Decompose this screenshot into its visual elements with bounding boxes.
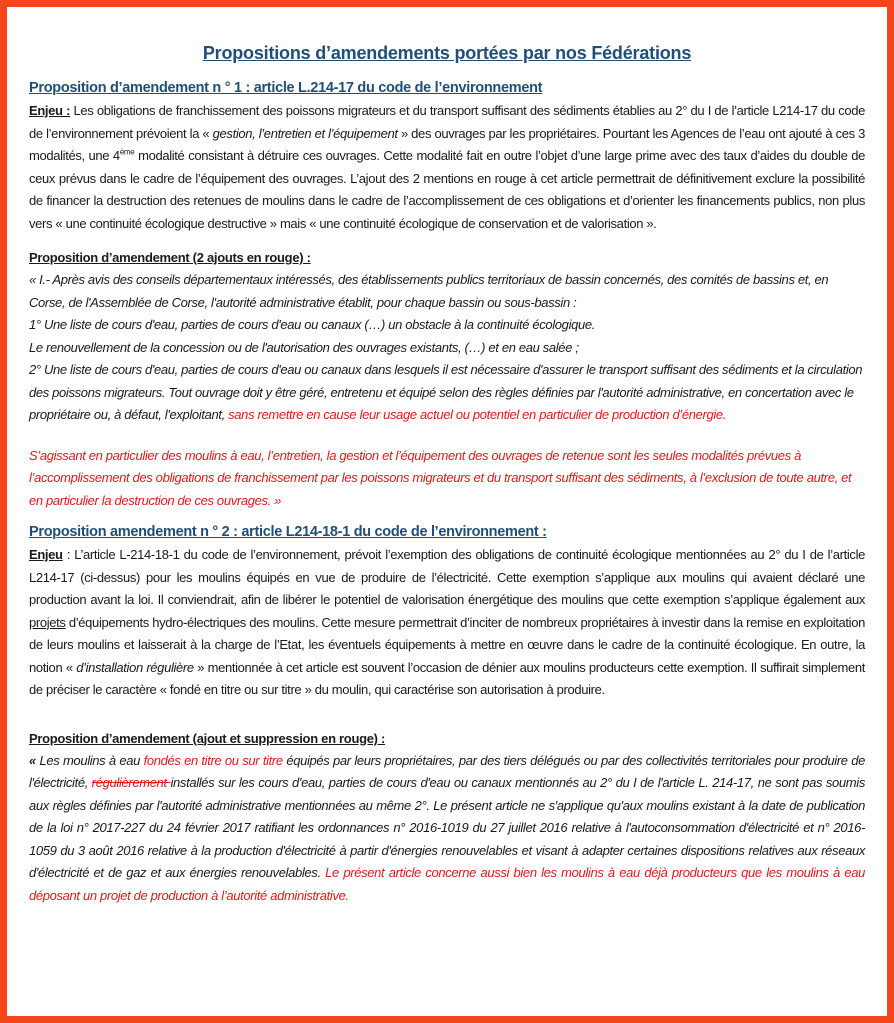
proposal-line: 1° Une liste de cours d'eau, parties de cours d'eau ou canaux (…) un obstacle à la continuité écologique. [29, 317, 596, 332]
proposal-text: équipés par leurs propriétaires, par des tiers délégués ou par des collectivités territoriales pour produire de l'électricité, [29, 752, 865, 790]
enjeu-text: d’équipements hydro-électriques des moulins. Cette mesure permettrait d’inciter de nombreux propriétaires à investir dans la remise en exploitation de leurs moulins et laisserait à la charge de l’Etat, les éventuels équipements à mettre en œuvre dans le cadre de la continuité écologique. En outre, la notion « [29, 614, 865, 675]
enjeu-italic-text: d’installation régulière [76, 659, 194, 675]
enjeu-label: Enjeu : [29, 103, 71, 118]
quote-open: « [29, 752, 40, 768]
enjeu-underlined-text: projets [29, 614, 66, 630]
section-2-title: Proposition amendement n ° 2 : article L214-18-1 du code de l’environnement : [29, 524, 547, 540]
section-2-enjeu [29, 544, 865, 702]
section-1-title: Proposition d’amendement n ° 1 : article L.214-17 du code de l’environnement [29, 80, 543, 96]
proposal-line [29, 359, 865, 427]
enjeu-text: modalité consistant à détruire ces ouvrages. Cette modalité fait en outre l’objet d’une large prime avec des taux d’aides du double de ceux prévus dans le cadre de l’équipement des ouvrages. L’ajout des 2 mentions en rouge à cet article permettrait de définitivement exclure la possibilité de financer la destruction des retenues de moulins dans le cadre de l’accomplissement de ces obligations et d’orienter les financements publics, non plus vers « une continuité écologique destructive » mais « une continuité écologique de conservation et de valorisation ». [29, 148, 865, 231]
proposal-text: Les moulins à eau [39, 752, 144, 768]
proposal-addition-red: fondés en titre ou sur titre [143, 752, 283, 768]
proposal-addition-red-paragraph: S’agissant en particulier des moulins à eau, l’entretien, la gestion et l’équipement des ouvrages de retenue sont les seules modalités prévues à l’accomplissement des obligations de franchissement par les poissons migrateurs et du transport suffisant des sédiments, à l’exclusion de toute autre, et en particulier la destruction de ces ouvrages. » [29, 447, 852, 508]
section-2-proposal-text [29, 750, 865, 908]
section-2-proposal-title: Proposition d’amendement (ajout et suppression en rouge) : [29, 730, 386, 746]
section-amendment-1 [29, 80, 865, 512]
proposal-line: « I.- Après avis des conseils départementaux intéressés, des établissements publics territoriaux de bassin concernés, des comités de bassins et, en Corse, de l'Assemblée de Corse, l'autorité administrative établit, pour chaque bassin ou sous-bassin : [29, 272, 829, 310]
proposal-text: 2° Une liste de cours d'eau, parties de cours d'eau ou canaux dans lesquels il est nécessaire d'assurer le transport suffisant des sédiments et la circulation des poissons migrateurs. Tout ouvrage doit y être géré, entretenu et équipé selon des règles définies par l'autorité administrative, en concertation avec le propriétaire ou, à défaut, l'exploitant, [29, 362, 863, 422]
proposal-addition-red: Le présent article concerne aussi bien les moulins à eau déjà producteurs que les moulins à eau déposant un projet de production à l’autorité administrative. [29, 865, 865, 903]
proposal-text: installés sur les cours d'eau, parties de cours d'eau ou canaux mentionnés au 2° du I de l'article L. 214-17, ne sont pas soumis aux règles définies par l'autorité administrative mentionnées au même 2°. Le présent article ne s'applique qu'aux moulins existant à la date de publication de la loi n° 2017-227 du 24 février 2017 ratifiant les ordonnances n° 2016-1019 du 27 juillet 2016 relative à l'autoconsommation d'électricité et n° 2016-1059 du 3 août 2016 relative à la production d'électricité à partir d'énergies renouvelables et visant à adapter certaines dispositions relatives aux réseaux d'électricité et de gaz et aux énergies renouvelables. [29, 775, 865, 880]
section-1-proposal-title: Proposition d’amendement (2 ajouts en rouge) : [29, 250, 311, 265]
enjeu-text: » mentionnée à cet article est souvent l’occasion de dénier aux moulins producteurs cette exemption. Il suffirait simplement de préciser le caractère « fondé en titre ou sur titre » du moulin, qui caractérise son autorisation à produire. [29, 659, 865, 697]
document-title: Propositions d’amendements portées par nos Fédérations [202, 43, 692, 63]
enjeu-label: Enjeu [29, 547, 63, 562]
enjeu-text: : L’article L-214-18-1 du code de l’environnement, prévoit l’exemption des obligations de continuité écologique mentionnées au 2° du I de l’article L214-17 (ci-dessus) pour les moulins équipés en vue de produire de l’électricité. Cette exemption s’applique aux moulins qui avaient déclaré une production avant la loi. Il conviendrait, afin de libérer le potentiel de valorisation énergétique des moulins que cette exemption s’applique également aux [29, 547, 865, 607]
enjeu-text: Les obligations de franchissement des poissons migrateurs et du transport suffisant des sédiments établies au 2° du I de l’article L214-17 du code de l’environnement prévoient la « [29, 103, 865, 141]
proposal-addition-red: sans remettre en cause leur usage actuel ou potentiel en particulier de production d’énergie. [228, 407, 727, 422]
enjeu-italic-text: gestion, l’entretien et l’équipement [212, 125, 398, 141]
superscript: ème [119, 147, 135, 157]
proposal-deletion-struck: régulièrement [91, 775, 171, 790]
enjeu-text: » des ouvrages par les propriétaires. Pourtant les Agences de l’eau ont ajouté à ces 3 modalités, une 4 [29, 125, 865, 163]
section-1-enjeu [29, 100, 865, 235]
section-amendment-2 [29, 524, 865, 907]
proposal-line: Le renouvellement de la concession ou de l'autorisation des ouvrages existants, (…) et en eau salée ; [29, 339, 579, 355]
